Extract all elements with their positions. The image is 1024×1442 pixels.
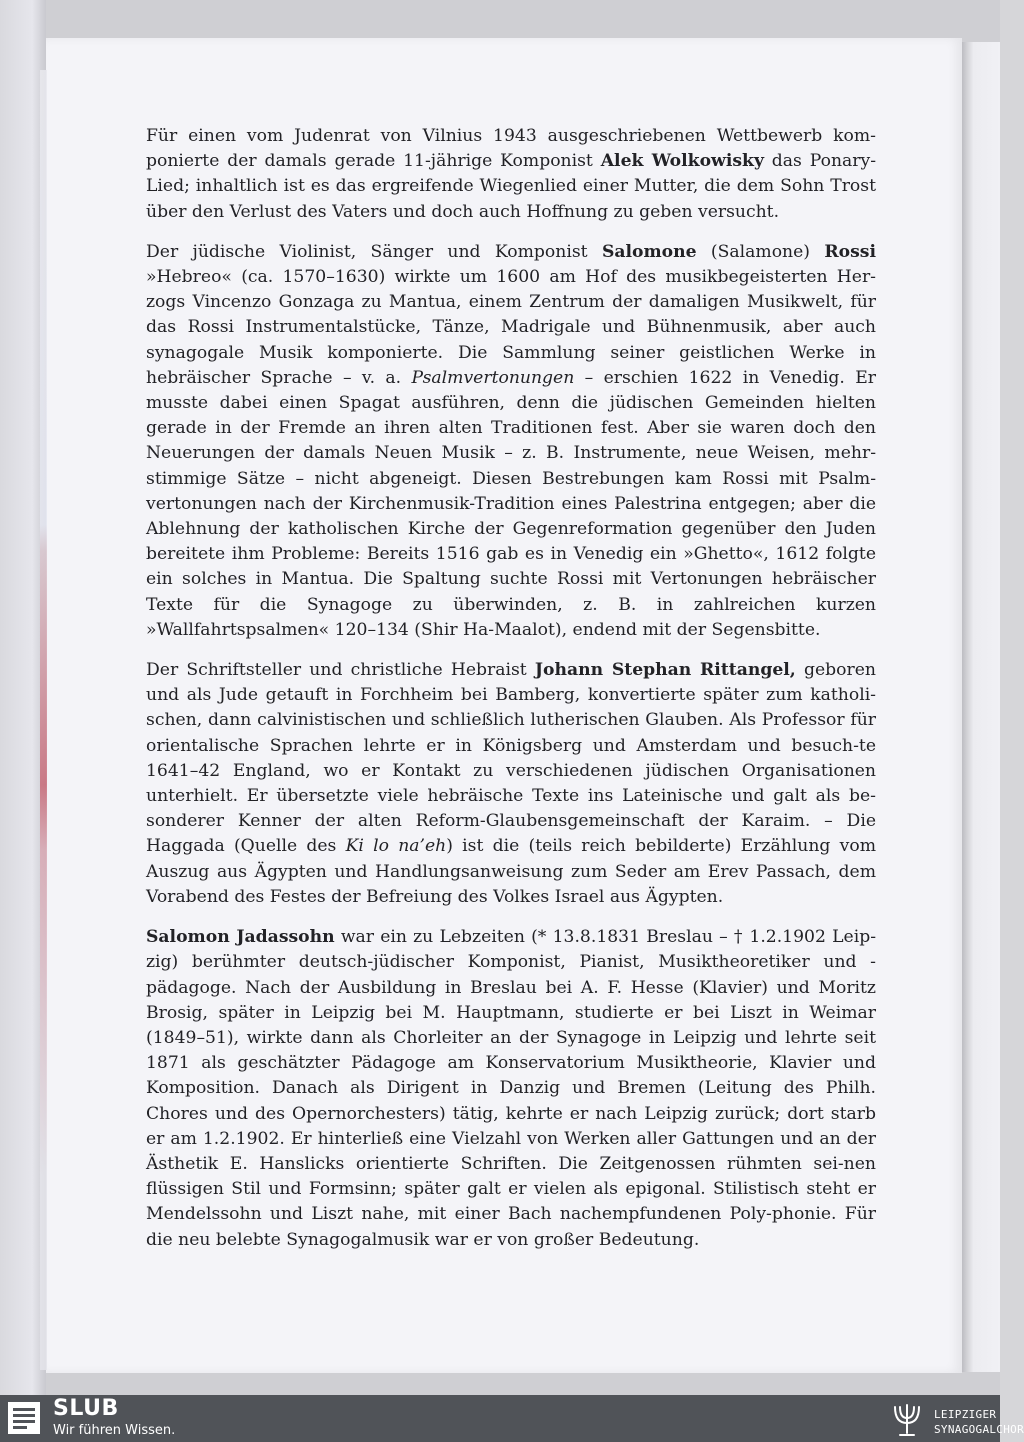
paragraph-rittangel bbox=[146, 658, 876, 910]
paragraph-rossi bbox=[146, 240, 876, 643]
work-title: Psalmvertonungen bbox=[411, 367, 575, 388]
slub-tagline: Wir führen Wissen. bbox=[53, 1423, 176, 1438]
work-title: Ki lo na’eh bbox=[345, 836, 447, 857]
menorah-icon bbox=[888, 1399, 926, 1439]
next-page-edge bbox=[962, 42, 1000, 1372]
cover-edge bbox=[40, 70, 47, 1370]
text-run: Für einen vom Judenrat von Vilnius 1943 ausgeschriebenen Wettbewerb kom-ponierte der damals gerade 11-jährige Komponist bbox=[146, 126, 876, 172]
text-run: – erschien 1622 in Venedig. Er musste dabei einen Spagat ausführen, denn die jüdischen Gemeinden hielten gerade in der Fremde an ihren alten Traditionen fest. Aber sie waren doch den Neuerungen der damals Neuen Musik – z. B. Instrumente, neue Weisen, mehr-stimmige Sätze – nicht abgeneigt. Diesen Bestrebungen kam Rossi mit Psalm-vertonungen nach der Kirchenmusik-Tradition eines Palestrina entgegen; aber die Ablehnung der katholischen Kirche der Gegenreformation gegenüber den Juden bereitete ihm Probleme: Bereits 1516 gab es in Venedig ein »Ghetto«, 1612 folgte ein solches in Mantua. Die Spaltung suchte Rossi mit Vertonungen hebräischer Texte für die Synagoge zu überwinden, z. B. in zahlreichen kurzen »Wallfahrtspsalmen« 120–134 (Shir Ha-Maalot), endend mit der Segensbitte. bbox=[146, 367, 877, 640]
paragraph-jadassohn bbox=[146, 925, 876, 1253]
paragraph-wolkowisky bbox=[146, 124, 876, 225]
text-run: Der Schriftsteller und christliche Hebraist bbox=[146, 660, 535, 681]
slub-logo-icon[interactable] bbox=[8, 1402, 40, 1434]
text-run: das Ponary-Lied; inhaltlich ist es das ergreifende Wiegenlied einer Mutter, die dem Sohn Trost über den Verlust des Vaters und doch auch Hoffnung zu geben versucht. bbox=[146, 151, 876, 222]
text-run: »Hebreo« (ca. 1570–1630) wirkte um 1600 am Hof des musikbegeisterten Her-zogs Vincenzo Gonzaga zu Mantua, einem Zentrum der damaligen Musikwelt, für das Rossi Instrumentalstücke, Tänze, Madrigale und Bühnenmusik, aber auch synagogale Musik komponierte. Die Sammlung seiner geistlichen Werke in hebräischer Sprache – v. a. bbox=[146, 267, 876, 388]
composer-name: Salomone bbox=[601, 241, 697, 262]
composer-name: Alek Wolkowisky bbox=[600, 151, 764, 172]
slub-name[interactable]: SLUB bbox=[53, 1396, 119, 1421]
composer-name: Rossi bbox=[824, 241, 876, 262]
choir-name-line1: LEIPZIGER bbox=[934, 1408, 997, 1421]
text-run: (Salamone) bbox=[696, 241, 825, 262]
composer-name: Johann Stephan Rittangel, bbox=[534, 660, 796, 681]
composer-name: Salomon Jadassohn bbox=[146, 927, 335, 948]
choir-name-line2: SYNAGOGALCHOR bbox=[934, 1423, 1024, 1436]
text-run: ) ist die (teils reich bebilderte) Erzählung vom Auszug aus Ägypten und Handlungsanweisung zum Seder am Erev Passach, dem Vorabend des Festes der Befreiung des Volkes Israel aus Ägypten. bbox=[146, 836, 876, 907]
text-run: Der jüdische Violinist, Sänger und Komponist bbox=[146, 241, 602, 262]
text-run: war ein zu Lebzeiten (* 13.8.1831 Breslau – † 1.2.1902 Leip-zig) berühmter deutsch-jüdischer Komponist, Pianist, Musiktheoretiker und -pädagoge. Nach der Ausbildung in Breslau bei A. F. Hesse (Klavier) und Moritz Brosig, später in Leipzig bei M. Hauptmann, studierte er bei Liszt in Weimar (1849–51), wirkte dann als Chorleiter an der Synagoge in Leipzig und lehrte seit 1871 als geschätzter Pädagoge am Konservatorium Musiktheorie, Klavier und Komposition. Danach als Dirigent in Danzig und Bremen (Leitung des Philh. Chores und des Opernorchesters) tätig, kehrte er nach Leipzig zurück; dort starb er am 1.2.1902. Er hinterließ eine Vielzahl von Werken aller Gattungen und an der Ästhetik E. Hanslicks orientierte Schriften. Die Zeitgenossen rühmten sei-nen flüssigen Stil und Formsinn; später galt er vielen als epigonal. Stilistisch steht er Mendelssohn und Liszt nahe, mit einer Bach nachempfundenen Poly-phonie. Für die neu belebte Synagogalmusik war er von großer Bedeutung. bbox=[146, 927, 877, 1250]
article-text bbox=[146, 124, 876, 1268]
text-run: geboren und als Jude getauft in Forchheim bei Bamberg, konvertierte später zum katholi-schen, dann calvinistischen und schließlich lutherischen Glauben. Als Professor für orientalische Sprachen lehrte er in Königsberg und Amsterdam und besuch-te 1641–42 England, wo er Kontakt zu verschiedenen jüdischen Organisationen unterhielt. Er übersetzte viele hebräische Texte ins Lateinische und galt als be-sonderer Kenner der alten Reform-Glaubensgemeinschaft der Karaim. – Die Haggada (Quelle des bbox=[146, 660, 876, 857]
